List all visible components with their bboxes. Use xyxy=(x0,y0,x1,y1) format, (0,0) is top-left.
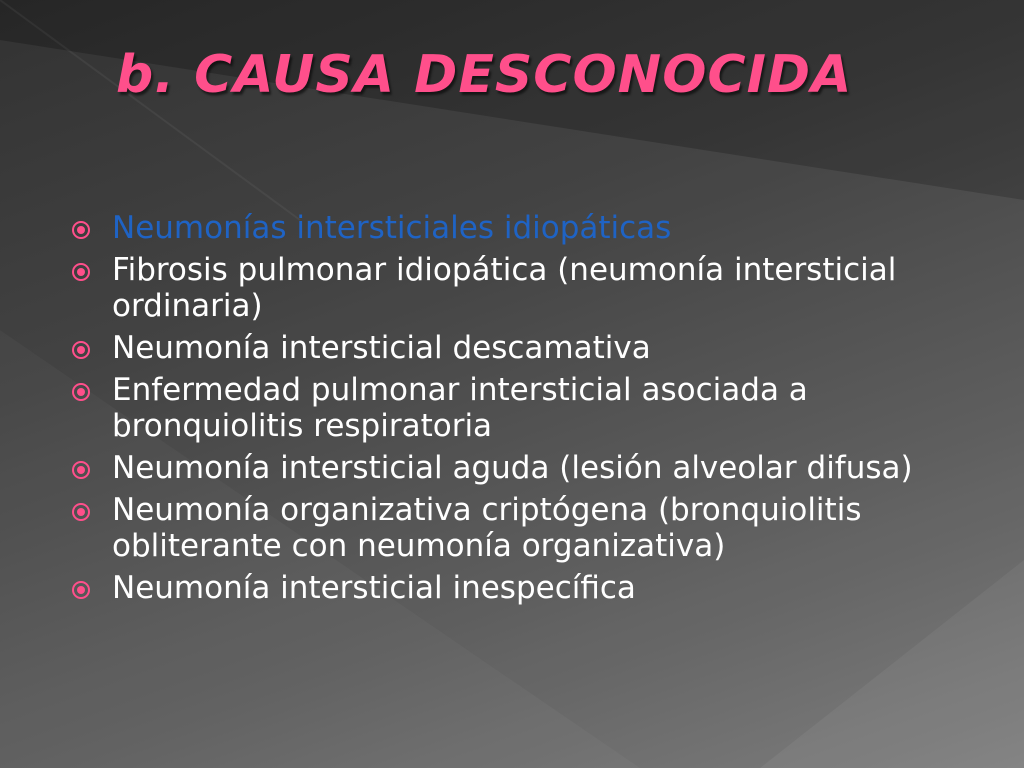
list-item xyxy=(72,450,972,486)
bullet-text: Enfermedad pulmonar intersticial asociada a bronquiolitis respiratoria xyxy=(112,372,808,444)
bullet-text: Fibrosis pulmonar idiopática (neumonía intersticial ordinaria) xyxy=(112,252,897,324)
list-item[interactable] xyxy=(72,210,972,246)
bullet-text: Neumonía intersticial aguda (lesión alveolar difusa) xyxy=(112,450,913,486)
list-item xyxy=(72,330,972,366)
bullet-text: Neumonía organizativa criptógena (bronquiolitis obliterante con neumonía organizativa) xyxy=(112,492,862,564)
bullet-list xyxy=(72,210,972,612)
circle-bullet-icon xyxy=(72,341,90,359)
list-item xyxy=(72,252,972,324)
list-item xyxy=(72,492,972,564)
list-item xyxy=(72,570,972,606)
circle-bullet-icon xyxy=(72,263,90,281)
slide-title: b. CAUSA DESCONOCIDA xyxy=(116,45,853,105)
list-item xyxy=(72,372,972,444)
bullet-text: Neumonía intersticial inespecífica xyxy=(112,570,636,606)
circle-bullet-icon xyxy=(72,461,90,479)
circle-bullet-icon xyxy=(72,503,90,521)
bullet-text: Neumonía intersticial descamativa xyxy=(112,330,651,366)
circle-bullet-icon xyxy=(72,221,90,239)
circle-bullet-icon xyxy=(72,581,90,599)
bullet-link-idiopathic-interstitial[interactable]: Neumonías intersticiales idiopáticas xyxy=(112,210,672,246)
circle-bullet-icon xyxy=(72,383,90,401)
